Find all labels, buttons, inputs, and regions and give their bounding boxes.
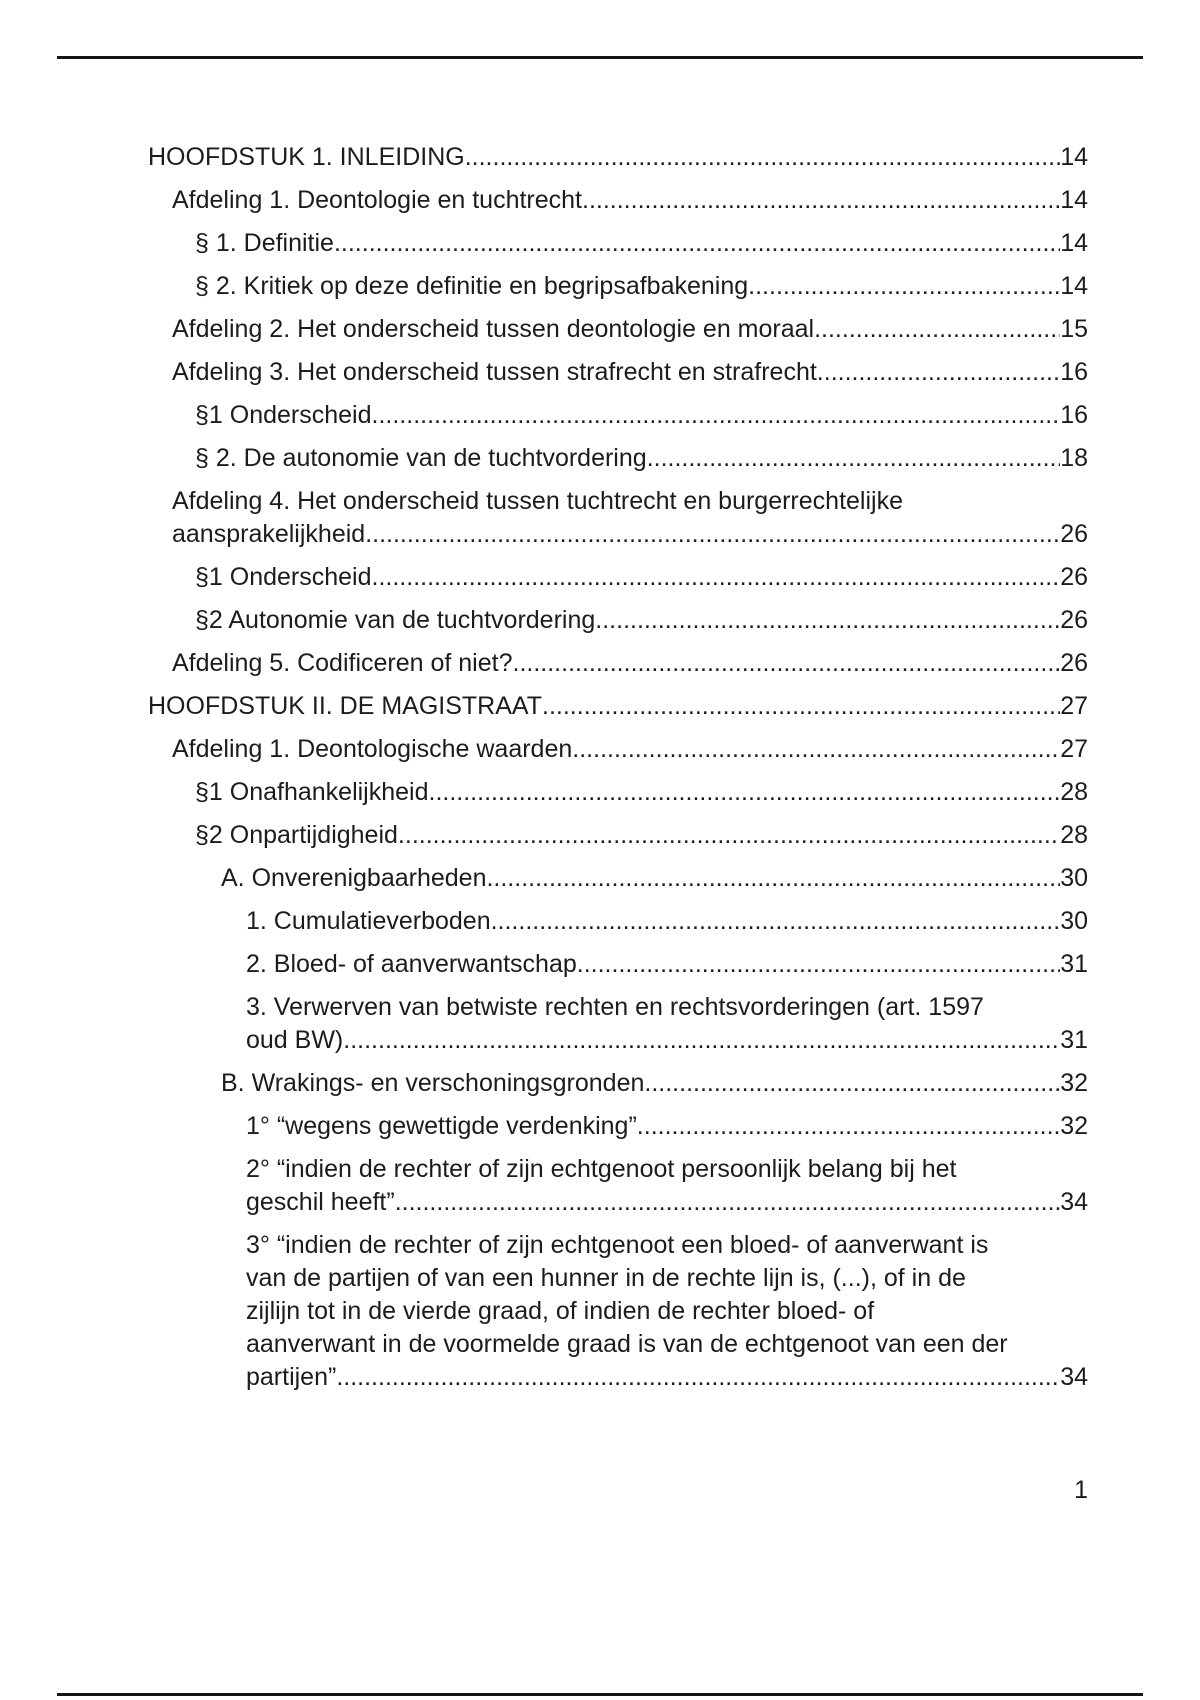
toc-dot-leader — [372, 399, 1061, 432]
toc-entry — [0, 1229, 1200, 1394]
toc-page-number: 14 — [1060, 272, 1088, 300]
toc-dot-leader — [486, 862, 1060, 895]
toc-page-number: 14 — [1060, 186, 1088, 214]
toc-page-number: 31 — [1060, 1026, 1088, 1054]
toc-dot-leader — [814, 313, 1060, 346]
toc-entry-line — [195, 442, 1088, 475]
toc-page-number: 26 — [1060, 649, 1088, 677]
toc-dot-leader — [343, 1024, 1060, 1057]
toc-page-number: 16 — [1060, 358, 1088, 386]
toc-entry-line — [195, 399, 1088, 432]
toc-page-number: 31 — [1060, 950, 1088, 978]
toc-page-number: 14 — [1060, 143, 1088, 171]
toc-page-number: 34 — [1060, 1363, 1088, 1391]
toc-entry-line: zijlijn tot in de vierde graad, of indien de rechter bloed- of — [246, 1297, 875, 1325]
toc-entry — [0, 442, 1200, 475]
toc-entry-line — [246, 1024, 1088, 1057]
toc-entry — [0, 141, 1200, 174]
toc-page-number: 28 — [1060, 821, 1088, 849]
toc-entry — [0, 1110, 1200, 1143]
toc-dot-leader — [429, 776, 1061, 809]
toc-entry-title: B. Wrakings- en verschoningsgronden — [221, 1069, 645, 1097]
toc-entry-title: § 2. Kritiek op deze definitie en begripsafbakening — [195, 272, 749, 300]
footer-divider-rule — [57, 1693, 1143, 1696]
toc-entry-line — [172, 356, 1088, 389]
toc-entry — [0, 356, 1200, 389]
table-of-contents — [0, 141, 1200, 1404]
toc-page-number: 30 — [1060, 864, 1088, 892]
toc-entry — [0, 862, 1200, 895]
toc-dot-leader — [465, 141, 1060, 174]
toc-dot-leader — [336, 1361, 1060, 1394]
toc-page-number: 26 — [1060, 563, 1088, 591]
toc-entry-line — [172, 518, 1088, 551]
toc-entry-line: aanverwant in de voormelde graad is van de echtgenoot van een der — [246, 1330, 1008, 1358]
toc-page-number: 30 — [1060, 907, 1088, 935]
toc-entry-line: 3° “indien de rechter of zijn echtgenoot een bloed- of aanverwant is — [246, 1231, 989, 1259]
toc-entry-line — [195, 604, 1088, 637]
toc-entry-title: §2 Onpartijdigheid — [195, 821, 398, 849]
toc-dot-leader — [644, 1067, 1060, 1100]
toc-entry — [0, 561, 1200, 594]
toc-entry-line: 3. Verwerven van betwiste rechten en rechtsvorderingen (art. 1597 — [246, 993, 984, 1021]
toc-entry-line — [246, 1186, 1088, 1219]
toc-dot-leader — [572, 733, 1060, 766]
toc-entry-line — [195, 819, 1088, 852]
toc-entry-title: HOOFDSTUK 1. INLEIDING — [148, 143, 465, 171]
toc-entry-title: aansprakelijkheid — [172, 520, 366, 548]
toc-dot-leader — [334, 227, 1060, 260]
toc-entry-title: Afdeling 1. Deontologie en tuchtrecht — [172, 186, 582, 214]
toc-page-number: 14 — [1060, 229, 1088, 257]
toc-entry — [0, 399, 1200, 432]
toc-page-number: 27 — [1060, 735, 1088, 763]
toc-dot-leader — [542, 690, 1060, 723]
toc-entry-title: 1° “wegens gewettigde verdenking” — [246, 1112, 637, 1140]
toc-dot-leader — [647, 442, 1061, 475]
toc-page-number: 26 — [1060, 520, 1088, 548]
toc-entry — [0, 647, 1200, 680]
header-divider-rule — [57, 56, 1143, 59]
toc-entry-line — [148, 141, 1088, 174]
toc-entry — [0, 733, 1200, 766]
toc-dot-leader — [637, 1110, 1060, 1143]
toc-entry-title: Afdeling 5. Codificeren of niet? — [172, 649, 513, 677]
toc-entry — [0, 184, 1200, 217]
toc-dot-leader — [365, 518, 1060, 551]
toc-entry-title: §1 Onderscheid — [195, 401, 372, 429]
toc-entry — [0, 690, 1200, 723]
toc-entry-title: geschil heeft” — [246, 1188, 395, 1216]
toc-page-number: 32 — [1060, 1112, 1088, 1140]
toc-entry-title: partijen” — [246, 1363, 337, 1391]
toc-entry-line — [195, 227, 1088, 260]
toc-entry — [0, 776, 1200, 809]
toc-entry-title: Afdeling 2. Het onderscheid tussen deontologie en moraal — [172, 315, 815, 343]
toc-entry-line — [246, 948, 1088, 981]
toc-entry — [0, 604, 1200, 637]
toc-entry-title: Afdeling 1. Deontologische waarden — [172, 735, 573, 763]
toc-dot-leader — [372, 561, 1061, 594]
toc-dot-leader — [577, 948, 1060, 981]
toc-entry — [0, 1153, 1200, 1219]
toc-dot-leader — [748, 270, 1060, 303]
toc-entry-line — [195, 776, 1088, 809]
toc-entry-title: oud BW) — [246, 1026, 344, 1054]
toc-dot-leader — [595, 604, 1060, 637]
toc-entry-title: § 1. Definitie — [195, 229, 334, 257]
toc-entry — [0, 948, 1200, 981]
toc-entry-title: 2. Bloed- of aanverwantschap — [246, 950, 577, 978]
toc-page-number: 34 — [1060, 1188, 1088, 1216]
toc-dot-leader — [817, 356, 1060, 389]
toc-entry-line — [172, 313, 1088, 346]
toc-page-number: 16 — [1060, 401, 1088, 429]
toc-page-number: 26 — [1060, 606, 1088, 634]
toc-entry — [0, 270, 1200, 303]
toc-entry-title: §1 Onderscheid — [195, 563, 372, 591]
toc-entry-line: van de partijen of van een hunner in de rechte lijn is, (...), of in de — [246, 1264, 966, 1292]
toc-entry-title: HOOFDSTUK II. DE MAGISTRAAT — [148, 692, 543, 720]
toc-entry-line — [195, 270, 1088, 303]
toc-entry-line: Afdeling 4. Het onderscheid tussen tuchtrecht en burgerrechtelijke — [172, 487, 903, 515]
toc-entry — [0, 485, 1200, 551]
toc-page-number: 32 — [1060, 1069, 1088, 1097]
toc-entry — [0, 819, 1200, 852]
toc-entry-line — [195, 561, 1088, 594]
toc-entry-line — [246, 1361, 1088, 1394]
toc-page-number: 27 — [1060, 692, 1088, 720]
toc-entry-title: §1 Onafhankelijkheid — [195, 778, 429, 806]
toc-page-number: 28 — [1060, 778, 1088, 806]
toc-entry-line — [172, 733, 1088, 766]
toc-entry-line — [172, 647, 1088, 680]
toc-entry — [0, 905, 1200, 938]
toc-entry — [0, 227, 1200, 260]
toc-entry-title: §2 Autonomie van de tuchtvordering — [195, 606, 596, 634]
toc-entry — [0, 991, 1200, 1057]
toc-dot-leader — [582, 184, 1060, 217]
toc-page-number: 18 — [1060, 444, 1088, 472]
toc-entry-line — [148, 690, 1088, 723]
toc-entry-line — [246, 905, 1088, 938]
toc-dot-leader — [513, 647, 1061, 680]
toc-dot-leader — [398, 819, 1060, 852]
page-number-footer: 1 — [1074, 1476, 1088, 1504]
toc-entry — [0, 1067, 1200, 1100]
toc-entry-title: § 2. De autonomie van de tuchtvordering — [195, 444, 647, 472]
toc-entry-line — [221, 862, 1088, 895]
toc-entry-line — [221, 1067, 1088, 1100]
toc-entry-line: 2° “indien de rechter of zijn echtgenoot persoonlijk belang bij het — [246, 1155, 957, 1183]
toc-dot-leader — [395, 1186, 1060, 1219]
toc-entry-title: Afdeling 3. Het onderscheid tussen strafrecht en strafrecht — [172, 358, 817, 386]
toc-entry-title: 1. Cumulatieverboden — [246, 907, 491, 935]
toc-entry-line — [246, 1110, 1088, 1143]
toc-page-number: 15 — [1060, 315, 1088, 343]
toc-entry — [0, 313, 1200, 346]
toc-dot-leader — [491, 905, 1061, 938]
toc-entry-title: A. Onverenigbaarheden — [221, 864, 487, 892]
toc-entry-line — [172, 184, 1088, 217]
